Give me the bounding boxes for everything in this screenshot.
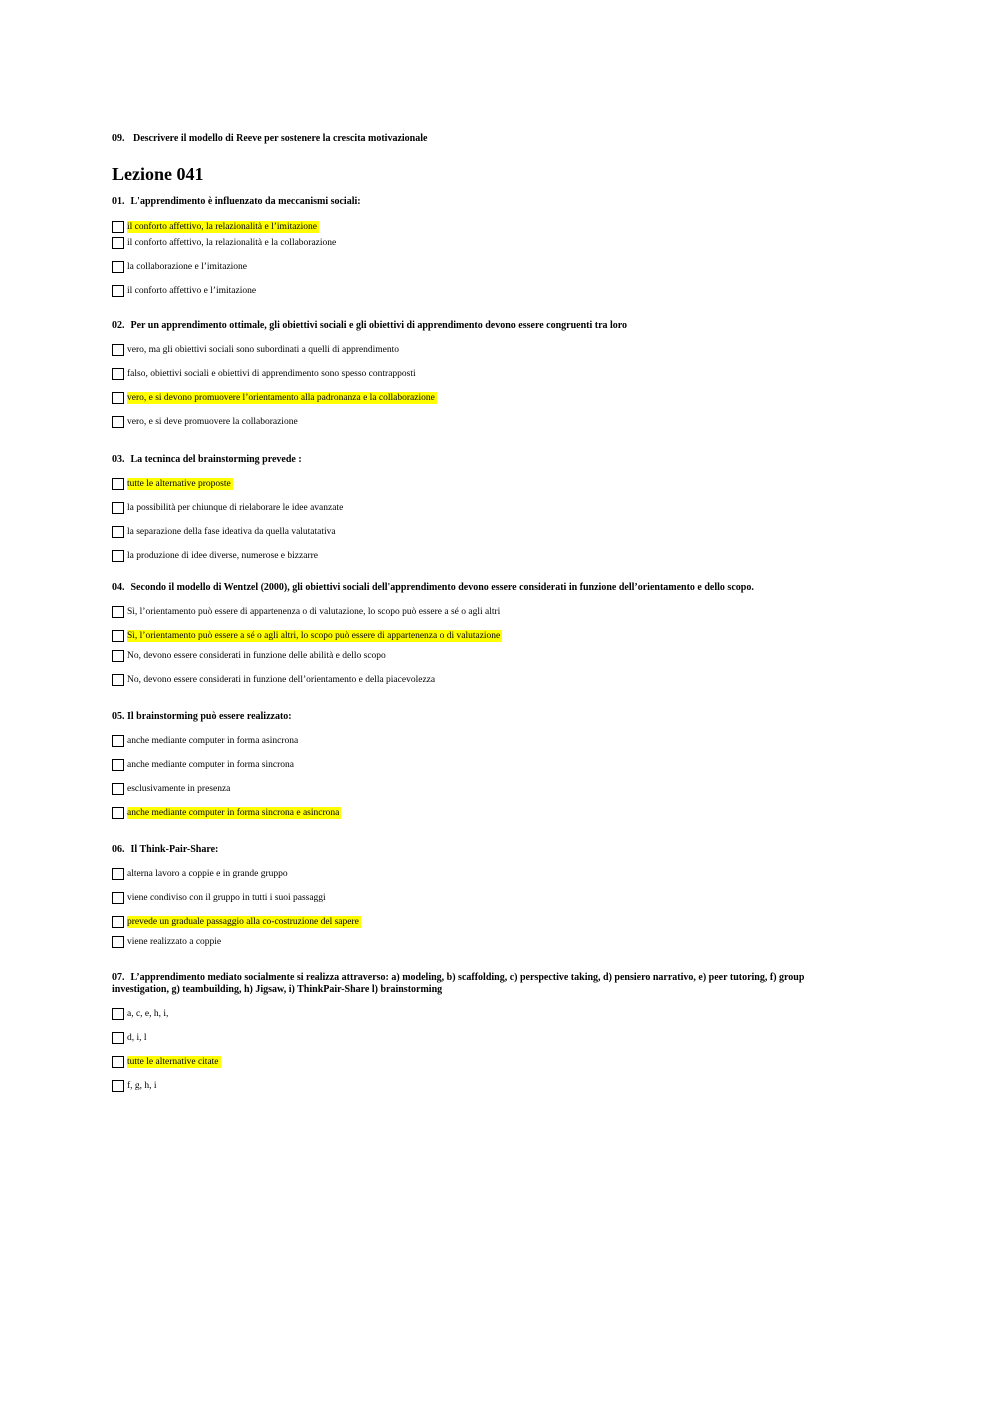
checkbox[interactable] [112, 478, 124, 490]
answer-option[interactable] [112, 1055, 852, 1069]
question-label: L’apprendimento mediato socialmente si realizza attraverso: a) modeling, b) scaffolding, c) perspective taking, d) pensiero narrativo, e) peer tutoring, f) group investigation, g) teambuilding, h) Jigsaw, i) ThinkPair-Share l) brainstorming [112, 972, 805, 995]
answer-option[interactable] [112, 782, 852, 796]
option-label: alterna lavoro a coppie e in grande gruppo [127, 869, 288, 879]
checkbox[interactable] [112, 392, 124, 404]
option-label: vero, e si devono promuovere l’orientamento alla padronanza e la collaborazione [127, 393, 435, 403]
question-label: Per un apprendimento ottimale, gli obiettivi sociali e gli obiettivi di apprendimento devono essere congruenti tra loro [130, 320, 628, 331]
answer-option[interactable] [112, 284, 852, 298]
answer-option[interactable] [112, 649, 852, 663]
question-number: 04. [112, 582, 125, 593]
option-label: No, devono essere considerati in funzione dell’orientamento e della piacevolezza [127, 675, 436, 685]
option-label: f, g, h, i [127, 1081, 157, 1091]
option-label: tutte le alternative proposte [127, 479, 231, 489]
option-label: il conforto affettivo e l’imitazione [127, 286, 257, 296]
question-07 [112, 972, 852, 1093]
checkbox[interactable] [112, 936, 124, 948]
checkbox[interactable] [112, 526, 124, 538]
checkbox[interactable] [112, 650, 124, 662]
checkbox[interactable] [112, 1056, 124, 1068]
checkbox[interactable] [112, 1008, 124, 1020]
prelude-text: Descrivere il modello di Reeve per sostenere la crescita motivazionale [133, 133, 428, 144]
checkbox[interactable] [112, 868, 124, 880]
option-label: la produzione di idee diverse, numerose e bizzarre [127, 551, 318, 561]
answer-option[interactable] [112, 477, 852, 491]
option-label: anche mediante computer in forma sincrona e asincrona [127, 808, 340, 818]
checkbox[interactable] [112, 502, 124, 514]
question-number: 03. [112, 454, 125, 465]
question-05 [112, 711, 852, 820]
option-label: il conforto affettivo, la relazionalità e la collaborazione [127, 238, 337, 248]
option-label: vero, e si deve promuovere la collaborazione [127, 417, 298, 427]
answer-option[interactable] [112, 673, 852, 687]
lesson-title: Lezione 041 [112, 164, 204, 184]
checkbox[interactable] [112, 221, 124, 233]
answer-option[interactable] [112, 501, 852, 515]
question-03 [112, 454, 852, 563]
question-number: 05. [112, 711, 125, 722]
answer-option[interactable] [112, 549, 852, 563]
question-text [112, 711, 852, 723]
answer-option[interactable] [112, 236, 852, 250]
question-text [112, 844, 852, 856]
question-label: L'apprendimento è influenzato da meccanismi sociali: [130, 196, 361, 207]
option-label: il conforto affettivo, la relazionalità e l’imitazione [127, 222, 318, 232]
question-label: La tecninca del brainstorming prevede : [130, 454, 302, 465]
question-text [112, 454, 852, 466]
answer-option[interactable] [112, 915, 852, 929]
checkbox[interactable] [112, 237, 124, 249]
checkbox[interactable] [112, 416, 124, 428]
answer-option[interactable] [112, 605, 852, 619]
answer-option[interactable] [112, 220, 852, 234]
question-number: 06. [112, 844, 125, 855]
checkbox[interactable] [112, 916, 124, 928]
checkbox[interactable] [112, 285, 124, 297]
answer-option[interactable] [112, 734, 852, 748]
option-label: anche mediante computer in forma sincrona [127, 760, 294, 770]
answer-option[interactable] [112, 343, 852, 357]
answer-option[interactable] [112, 391, 852, 405]
question-number: 01. [112, 196, 125, 207]
answer-option[interactable] [112, 367, 852, 381]
checkbox[interactable] [112, 344, 124, 356]
checkbox[interactable] [112, 807, 124, 819]
answer-option[interactable] [112, 260, 852, 274]
question-text [112, 582, 852, 594]
option-label: viene condiviso con il gruppo in tutti i suoi passaggi [127, 893, 326, 903]
checkbox[interactable] [112, 759, 124, 771]
answer-option[interactable] [112, 415, 852, 429]
checkbox[interactable] [112, 630, 124, 642]
option-label: vero, ma gli obiettivi sociali sono subordinati a quelli di apprendimento [127, 345, 400, 355]
option-label: viene realizzato a coppie [127, 937, 222, 947]
checkbox[interactable] [112, 1080, 124, 1092]
option-label: esclusivamente in presenza [127, 784, 231, 794]
option-label: tutte le alternative citate [127, 1057, 219, 1067]
answer-option[interactable] [112, 891, 852, 905]
answer-option[interactable] [112, 629, 852, 643]
question-01 [112, 196, 852, 298]
option-label: Sì, l’orientamento può essere a sé o agli altri, lo scopo può essere di appartenenza o di valutazione [127, 631, 501, 641]
checkbox[interactable] [112, 735, 124, 747]
answer-option[interactable] [112, 1031, 852, 1045]
question-label: Il Think-Pair-Share: [130, 844, 219, 855]
question-text [112, 972, 852, 996]
checkbox[interactable] [112, 783, 124, 795]
option-label: Sì, l’orientamento può essere di appartenenza o di valutazione, lo scopo può essere a sé o agli altri [127, 607, 501, 617]
checkbox[interactable] [112, 892, 124, 904]
option-label: d, i, l [127, 1033, 147, 1043]
checkbox[interactable] [112, 674, 124, 686]
answer-option[interactable] [112, 867, 852, 881]
answer-option[interactable] [112, 1079, 852, 1093]
question-label: Secondo il modello di Wentzel (2000), gli obiettivi sociali dell'apprendimento devono essere considerati in funzione dell’orientamento e dello scopo. [130, 582, 754, 593]
answer-option[interactable] [112, 758, 852, 772]
question-text [112, 320, 852, 332]
option-label: prevede un graduale passaggio alla co-costruzione del sapere [127, 917, 359, 927]
checkbox[interactable] [112, 1032, 124, 1044]
option-label: anche mediante computer in forma asincrona [127, 736, 299, 746]
checkbox[interactable] [112, 550, 124, 562]
checkbox[interactable] [112, 368, 124, 380]
prelude-question [112, 133, 427, 144]
prelude-number: 09. [112, 133, 125, 144]
option-label: la possibilità per chiunque di rielaborare le idee avanzate [127, 503, 344, 513]
option-label: falso, obiettivi sociali e obiettivi di apprendimento sono spesso contrapposti [127, 369, 416, 379]
option-label: la separazione della fase ideativa da quella valutatativa [127, 527, 336, 537]
answer-option[interactable] [112, 806, 852, 820]
checkbox[interactable] [112, 261, 124, 273]
question-04 [112, 582, 852, 687]
question-06 [112, 844, 852, 949]
question-label: Il brainstorming può essere realizzato: [127, 711, 292, 722]
question-number: 02. [112, 320, 125, 331]
question-number: 07. [112, 972, 125, 983]
question-text [112, 196, 852, 208]
checkbox[interactable] [112, 606, 124, 618]
answer-option[interactable] [112, 1007, 852, 1021]
question-02 [112, 320, 852, 429]
option-label: No, devono essere considerati in funzione delle abilità e dello scopo [127, 651, 386, 661]
option-label: la collaborazione e l’imitazione [127, 262, 248, 272]
answer-option[interactable] [112, 525, 852, 539]
answer-option[interactable] [112, 935, 852, 949]
option-label: a, c, e, h, i, [127, 1009, 169, 1019]
